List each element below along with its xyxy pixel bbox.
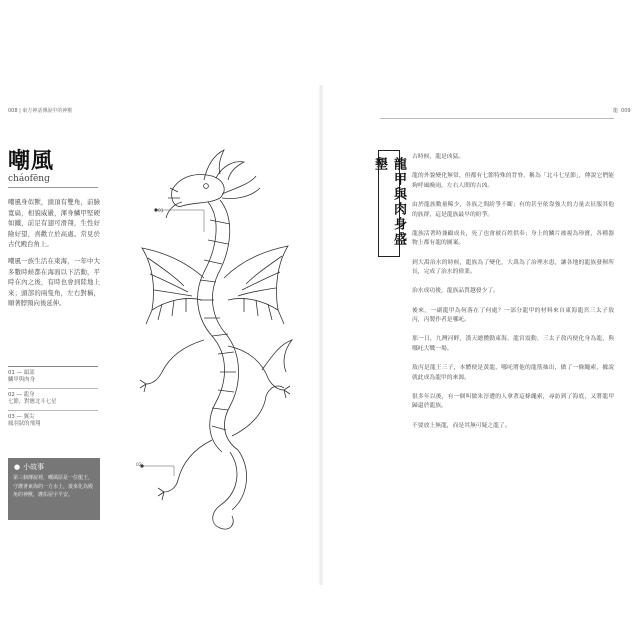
body-paragraph: 到大禹治水的時候，龍族為了變化，大禹為了治理水患，讓各地的龍族發揮所長，完成了治水的偉業。 [412,259,614,276]
section-title: 龍甲與肉身盛墾 [372,157,406,247]
title-divider [8,187,98,188]
body-paragraph: 龍族活著時兼顧成長，死了也會被百姓供奉；身上的鱗片被視為珍寶，各種器物上都有龍的圖案。 [412,230,614,247]
page-title: 嘲風 [8,148,55,174]
note-number: 01 — 頭部 [8,370,35,376]
note-number: 03 — 翼尖 [8,414,35,420]
note-text: 鳳羽狀的飛翔 [8,421,41,427]
header-label: 龍 [613,108,619,114]
body-text [412,153,614,441]
note-item [8,410,98,432]
story-title [8,458,100,474]
annotation-notes [8,366,98,432]
left-page-header: 008 | 東方神話傳說中的神獸 [8,108,73,114]
body-paragraph: 後來，一副龍甲為何落在了何處？一部分龍甲的材料來自東海龍宮三太子敖丙，丙製作者是哪吒。 [412,307,614,324]
story-title-text: 小故事 [23,463,45,471]
intro-paragraph-2: 嘲風一族生活在東海，一年中大多數時候都在海面以下活動，平時在內之後，有時也會到陸地上來；頭部的兩隻角，左右對稱，順著脖頸向後延伸。 [8,257,100,308]
note-text: 鱗甲與肉身 [8,377,35,383]
body-paragraph: 古時候，龍是凶猛。 [412,154,465,160]
header-page-number: 009 [621,108,631,114]
body-paragraph: 敖丙是龍王三子，本體便是黃龍，哪吒將他的龍筋抽出，做了一條繩索，據說就此成為龍甲的來源。 [412,365,614,381]
page-gutter [318,85,324,585]
callout-label: 02 [136,463,142,468]
note-text: 七節，對應北斗七星 [8,399,57,405]
note-item [8,366,98,388]
dragon-illustration [112,140,312,535]
body-paragraph: 由於龍族數量稀少，各族之間紛爭不斷；有的甚至依靠強大的力量去征服其他的族群，這是龍族最早的紛爭。 [412,201,614,218]
body-paragraph: 治水成功後，龍族品質越發少了。 [412,288,499,295]
note-number: 02 — 龍身 [8,392,35,398]
body-paragraph: 龍的外貌變化無常，但都有七節特殊的背脊，稱為「北斗七星節」，傳說它們能夠呼風喚雨，左右人間的吉凶。 [412,173,614,189]
bullet-icon: ● [14,463,21,471]
title-pinyin: cháofēng [8,174,50,184]
body-paragraph: 那一日，九灣河畔，漢天總攬動東海，龍宮震動，三太子敖丙便化身為龍，與哪吒大戰一場。 [412,336,614,352]
callout-label: 01 [158,209,164,214]
note-item [8,388,98,410]
story-box [8,458,100,520]
story-body: 第三個傳說裡，嘲風原是一位龍王，守護著東海的一方水土，後來化為殿角的神獸，護佑屋宇平安。 [13,475,94,499]
intro-paragraph-1: 嘲風身似獸，頭頂有雙角，前臉寬扁，相貌威嚴，渾身鱗甲堅硬如鐵，前足有翅可滑翔，生性好險好望，喜歡立於高處。常見於古代殿台角上。 [8,198,100,249]
right-page-header [610,107,631,114]
body-paragraph: 很多年以後，有一個叫做朱淳遭的人拿著這條繩索，尋訪到了海底，又將龍甲歸還於龍族。 [412,393,614,410]
header-divider [380,118,614,119]
section-title-box [372,150,406,257]
body-paragraph: 不要放上無龍，而是其無可疑之龍了。 [412,422,511,429]
